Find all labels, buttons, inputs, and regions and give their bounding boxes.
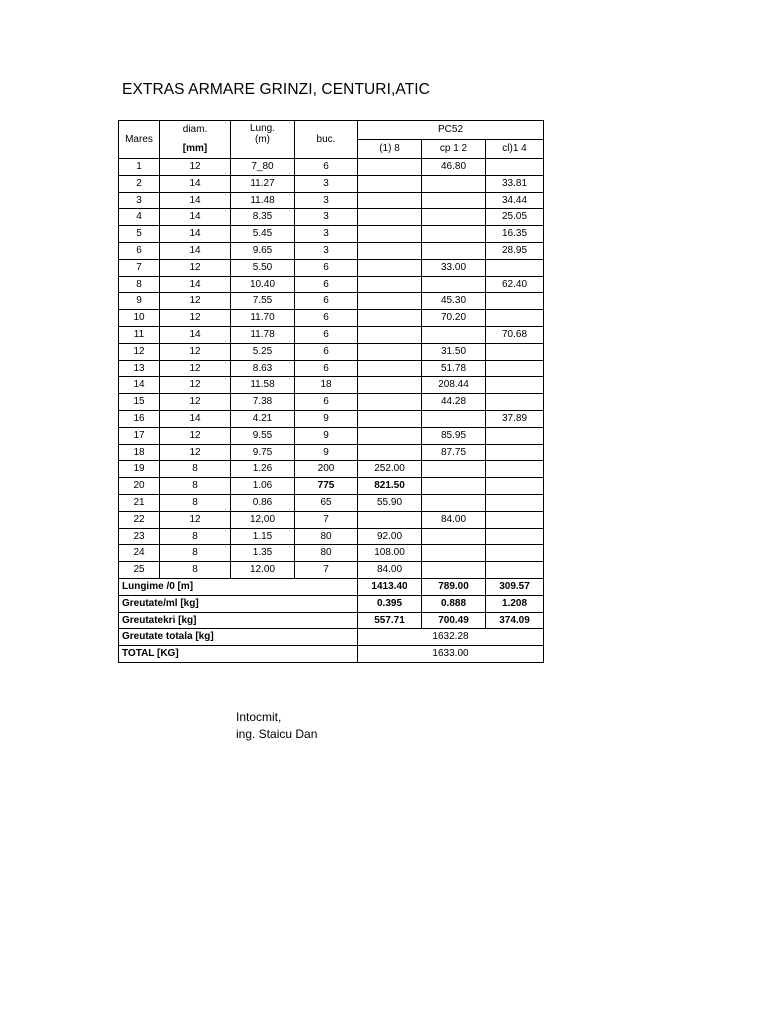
cell-len: 7_80 xyxy=(231,159,295,176)
cell-len: 5.25 xyxy=(231,343,295,360)
cell-d8: 55.90 xyxy=(358,494,422,511)
cell-d12 xyxy=(422,410,486,427)
document-title: EXTRAS ARMARE GRINZI, CENTURI,ATIC xyxy=(122,81,430,98)
header-d12: cp 1 2 xyxy=(422,140,486,159)
cell-mark: 3 xyxy=(119,192,160,209)
cell-mark: 13 xyxy=(119,360,160,377)
cell-d12 xyxy=(422,545,486,562)
cell-d8 xyxy=(358,293,422,310)
cell-d14 xyxy=(486,377,544,394)
summary-total-weight-label: Greutate totala [kg] xyxy=(119,629,358,646)
cell-diam: 12 xyxy=(160,377,231,394)
cell-diam: 12 xyxy=(160,159,231,176)
cell-d12 xyxy=(422,478,486,495)
cell-d12: 44.28 xyxy=(422,394,486,411)
summary-length-d12: 789.00 xyxy=(422,578,486,595)
summary-weight-label: Greutatekri [kg] xyxy=(119,612,358,629)
cell-d12 xyxy=(422,562,486,579)
summary-unit-weight-label: Greutate/ml [kg] xyxy=(119,595,358,612)
cell-d14 xyxy=(486,511,544,528)
cell-d8 xyxy=(358,226,422,243)
cell-pcs: 3 xyxy=(295,175,358,192)
cell-d12: 84.00 xyxy=(422,511,486,528)
summary-total-row xyxy=(119,646,544,663)
cell-d14: 28.95 xyxy=(486,242,544,259)
cell-diam: 8 xyxy=(160,528,231,545)
cell-len: 5.45 xyxy=(231,226,295,243)
cell-len: 9.55 xyxy=(231,427,295,444)
header-length-unit: (m) xyxy=(255,134,270,145)
summary-length-row xyxy=(119,578,544,595)
cell-mark: 11 xyxy=(119,326,160,343)
cell-d8: 108.00 xyxy=(358,545,422,562)
cell-mark: 14 xyxy=(119,377,160,394)
cell-pcs: 80 xyxy=(295,528,358,545)
cell-d14 xyxy=(486,310,544,327)
cell-d14 xyxy=(486,394,544,411)
cell-pcs: 9 xyxy=(295,444,358,461)
cell-d8: 92.00 xyxy=(358,528,422,545)
cell-len: 8.63 xyxy=(231,360,295,377)
cell-pcs: 6 xyxy=(295,310,358,327)
summary-unit-weight-row xyxy=(119,595,544,612)
cell-mark: 25 xyxy=(119,562,160,579)
cell-mark: 7 xyxy=(119,259,160,276)
table-row xyxy=(119,545,544,562)
cell-d8 xyxy=(358,159,422,176)
summary-total-label: TOTAL [KG] xyxy=(119,646,358,663)
summary-total-weight-value: 1632.28 xyxy=(358,629,544,646)
table-row xyxy=(119,562,544,579)
cell-d8: 84.00 xyxy=(358,562,422,579)
table-row xyxy=(119,461,544,478)
signature-block xyxy=(236,709,317,743)
cell-diam: 14 xyxy=(160,242,231,259)
table-row xyxy=(119,226,544,243)
cell-len: 11.78 xyxy=(231,326,295,343)
cell-mark: 6 xyxy=(119,242,160,259)
cell-mark: 12 xyxy=(119,343,160,360)
cell-len: 10.40 xyxy=(231,276,295,293)
table-row xyxy=(119,310,544,327)
cell-d12 xyxy=(422,494,486,511)
cell-pcs: 7 xyxy=(295,562,358,579)
cell-diam: 12 xyxy=(160,259,231,276)
cell-mark: 8 xyxy=(119,276,160,293)
cell-d12 xyxy=(422,242,486,259)
cell-diam: 14 xyxy=(160,410,231,427)
cell-pcs: 6 xyxy=(295,360,358,377)
cell-mark: 18 xyxy=(119,444,160,461)
cell-d12: 51.78 xyxy=(422,360,486,377)
cell-diam: 12 xyxy=(160,444,231,461)
header-d8: (1) 8 xyxy=(358,140,422,159)
cell-pcs: 200 xyxy=(295,461,358,478)
table-row xyxy=(119,394,544,411)
cell-d14 xyxy=(486,159,544,176)
header-length xyxy=(231,121,295,159)
summary-weight-row xyxy=(119,612,544,629)
cell-len: 7.38 xyxy=(231,394,295,411)
table-row xyxy=(119,360,544,377)
cell-len: 8.35 xyxy=(231,209,295,226)
cell-len: 1.26 xyxy=(231,461,295,478)
cell-d14 xyxy=(486,461,544,478)
cell-len: 1.15 xyxy=(231,528,295,545)
table-row xyxy=(119,377,544,394)
table-row xyxy=(119,427,544,444)
cell-pcs: 6 xyxy=(295,394,358,411)
summary-length-d8: 1413.40 xyxy=(358,578,422,595)
cell-diam: 8 xyxy=(160,545,231,562)
table-row xyxy=(119,511,544,528)
signature-line-prepared: Intocmit, xyxy=(236,710,282,724)
cell-diam: 14 xyxy=(160,209,231,226)
cell-mark: 16 xyxy=(119,410,160,427)
cell-d12 xyxy=(422,226,486,243)
cell-diam: 8 xyxy=(160,461,231,478)
cell-len: 11.48 xyxy=(231,192,295,209)
cell-d14: 62.40 xyxy=(486,276,544,293)
header-length-label: Lung. xyxy=(249,123,276,134)
cell-diam: 14 xyxy=(160,192,231,209)
cell-diam: 8 xyxy=(160,562,231,579)
cell-pcs: 3 xyxy=(295,226,358,243)
cell-d14 xyxy=(486,444,544,461)
cell-pcs: 9 xyxy=(295,427,358,444)
table-row xyxy=(119,159,544,176)
summary-unit-weight-d14: 1.208 xyxy=(486,595,544,612)
cell-mark: 17 xyxy=(119,427,160,444)
cell-pcs: 6 xyxy=(295,276,358,293)
cell-mark: 24 xyxy=(119,545,160,562)
table-row xyxy=(119,175,544,192)
cell-len: 1.06 xyxy=(231,478,295,495)
cell-mark: 4 xyxy=(119,209,160,226)
cell-d14 xyxy=(486,528,544,545)
cell-d14: 70.68 xyxy=(486,326,544,343)
cell-d8 xyxy=(358,310,422,327)
table-row xyxy=(119,528,544,545)
cell-diam: 12 xyxy=(160,293,231,310)
summary-weight-d12: 700.49 xyxy=(422,612,486,629)
cell-mark: 1 xyxy=(119,159,160,176)
header-diam-unit: [mm] xyxy=(160,140,231,159)
header-row-top xyxy=(119,121,544,140)
summary-weight-d8: 557.71 xyxy=(358,612,422,629)
cell-d14 xyxy=(486,494,544,511)
cell-len: 11.58 xyxy=(231,377,295,394)
cell-pcs: 775 xyxy=(295,478,358,495)
cell-pcs: 6 xyxy=(295,293,358,310)
cell-d12 xyxy=(422,461,486,478)
cell-pcs: 65 xyxy=(295,494,358,511)
cell-diam: 14 xyxy=(160,175,231,192)
cell-d12: 46.80 xyxy=(422,159,486,176)
cell-d14: 16.35 xyxy=(486,226,544,243)
cell-pcs: 80 xyxy=(295,545,358,562)
cell-d12: 31.50 xyxy=(422,343,486,360)
cell-diam: 12 xyxy=(160,310,231,327)
cell-mark: 20 xyxy=(119,478,160,495)
table-row xyxy=(119,293,544,310)
table-row xyxy=(119,478,544,495)
table-row xyxy=(119,410,544,427)
cell-mark: 2 xyxy=(119,175,160,192)
cell-d12 xyxy=(422,528,486,545)
table-row xyxy=(119,276,544,293)
summary-weight-d14: 374.09 xyxy=(486,612,544,629)
cell-pcs: 3 xyxy=(295,242,358,259)
cell-mark: 9 xyxy=(119,293,160,310)
cell-len: 9.65 xyxy=(231,242,295,259)
summary-total-value: 1633.00 xyxy=(358,646,544,663)
cell-diam: 12 xyxy=(160,511,231,528)
cell-len: 7.55 xyxy=(231,293,295,310)
cell-diam: 12 xyxy=(160,394,231,411)
cell-d14 xyxy=(486,343,544,360)
cell-len: 12.00 xyxy=(231,562,295,579)
cell-d12: 87.75 xyxy=(422,444,486,461)
table-row xyxy=(119,343,544,360)
cell-d8: 821.50 xyxy=(358,478,422,495)
cell-diam: 8 xyxy=(160,494,231,511)
cell-mark: 21 xyxy=(119,494,160,511)
signature-line-engineer: ing. Staicu Dan xyxy=(236,727,318,741)
cell-d14: 33.81 xyxy=(486,175,544,192)
cell-d8 xyxy=(358,192,422,209)
cell-pcs: 3 xyxy=(295,192,358,209)
cell-mark: 19 xyxy=(119,461,160,478)
cell-pcs: 6 xyxy=(295,159,358,176)
table-row xyxy=(119,494,544,511)
cell-d14 xyxy=(486,478,544,495)
cell-diam: 14 xyxy=(160,226,231,243)
cell-diam: 12 xyxy=(160,427,231,444)
cell-d14: 37.89 xyxy=(486,410,544,427)
cell-mark: 10 xyxy=(119,310,160,327)
cell-d12: 45.30 xyxy=(422,293,486,310)
cell-d12 xyxy=(422,192,486,209)
cell-mark: 22 xyxy=(119,511,160,528)
cell-d14 xyxy=(486,293,544,310)
cell-d8 xyxy=(358,444,422,461)
header-mark: Mares xyxy=(119,121,160,159)
summary-length-label: Lungime /0 [m] xyxy=(119,578,358,595)
cell-pcs: 3 xyxy=(295,209,358,226)
cell-d12: 85.95 xyxy=(422,427,486,444)
cell-mark: 23 xyxy=(119,528,160,545)
summary-unit-weight-d8: 0.395 xyxy=(358,595,422,612)
cell-d8 xyxy=(358,427,422,444)
cell-d8 xyxy=(358,242,422,259)
cell-diam: 14 xyxy=(160,326,231,343)
cell-pcs: 6 xyxy=(295,259,358,276)
table-row xyxy=(119,192,544,209)
cell-len: 9.75 xyxy=(231,444,295,461)
cell-d14 xyxy=(486,562,544,579)
cell-d8: 252.00 xyxy=(358,461,422,478)
cell-diam: 12 xyxy=(160,343,231,360)
cell-d14 xyxy=(486,545,544,562)
cell-d14: 34.44 xyxy=(486,192,544,209)
cell-diam: 14 xyxy=(160,276,231,293)
cell-d12: 33.00 xyxy=(422,259,486,276)
cell-len: 11.70 xyxy=(231,310,295,327)
cell-diam: 8 xyxy=(160,478,231,495)
table-row xyxy=(119,444,544,461)
table-row xyxy=(119,259,544,276)
header-d14: cl)1 4 xyxy=(486,140,544,159)
cell-d8 xyxy=(358,209,422,226)
cell-len: 12,00 xyxy=(231,511,295,528)
summary-unit-weight-d12: 0.888 xyxy=(422,595,486,612)
cell-d8 xyxy=(358,511,422,528)
cell-d14 xyxy=(486,360,544,377)
cell-d12 xyxy=(422,326,486,343)
cell-pcs: 6 xyxy=(295,326,358,343)
cell-pcs: 18 xyxy=(295,377,358,394)
cell-d8 xyxy=(358,394,422,411)
cell-d14 xyxy=(486,259,544,276)
cell-len: 1.35 xyxy=(231,545,295,562)
reinforcement-table xyxy=(118,120,544,663)
cell-d8 xyxy=(358,377,422,394)
cell-d12 xyxy=(422,175,486,192)
cell-pcs: 9 xyxy=(295,410,358,427)
table-row xyxy=(119,326,544,343)
cell-len: 0.86 xyxy=(231,494,295,511)
cell-pcs: 6 xyxy=(295,343,358,360)
summary-length-d14: 309.57 xyxy=(486,578,544,595)
table-row xyxy=(119,209,544,226)
cell-d8 xyxy=(358,175,422,192)
summary-total-weight-row xyxy=(119,629,544,646)
cell-d12: 70.20 xyxy=(422,310,486,327)
cell-len: 4.21 xyxy=(231,410,295,427)
cell-d14 xyxy=(486,427,544,444)
cell-diam: 12 xyxy=(160,360,231,377)
cell-len: 5.50 xyxy=(231,259,295,276)
table-row xyxy=(119,242,544,259)
cell-d8 xyxy=(358,276,422,293)
header-pieces: buc. xyxy=(295,121,358,159)
cell-d8 xyxy=(358,326,422,343)
cell-d14: 25.05 xyxy=(486,209,544,226)
cell-d8 xyxy=(358,410,422,427)
cell-len: 11.27 xyxy=(231,175,295,192)
cell-mark: 15 xyxy=(119,394,160,411)
cell-d12 xyxy=(422,209,486,226)
cell-d8 xyxy=(358,259,422,276)
header-steel-grade: PC52 xyxy=(358,121,544,140)
cell-mark: 5 xyxy=(119,226,160,243)
header-diam: diam. xyxy=(160,121,231,140)
cell-d12: 208.44 xyxy=(422,377,486,394)
cell-pcs: 7 xyxy=(295,511,358,528)
cell-d8 xyxy=(358,343,422,360)
cell-d8 xyxy=(358,360,422,377)
cell-d12 xyxy=(422,276,486,293)
